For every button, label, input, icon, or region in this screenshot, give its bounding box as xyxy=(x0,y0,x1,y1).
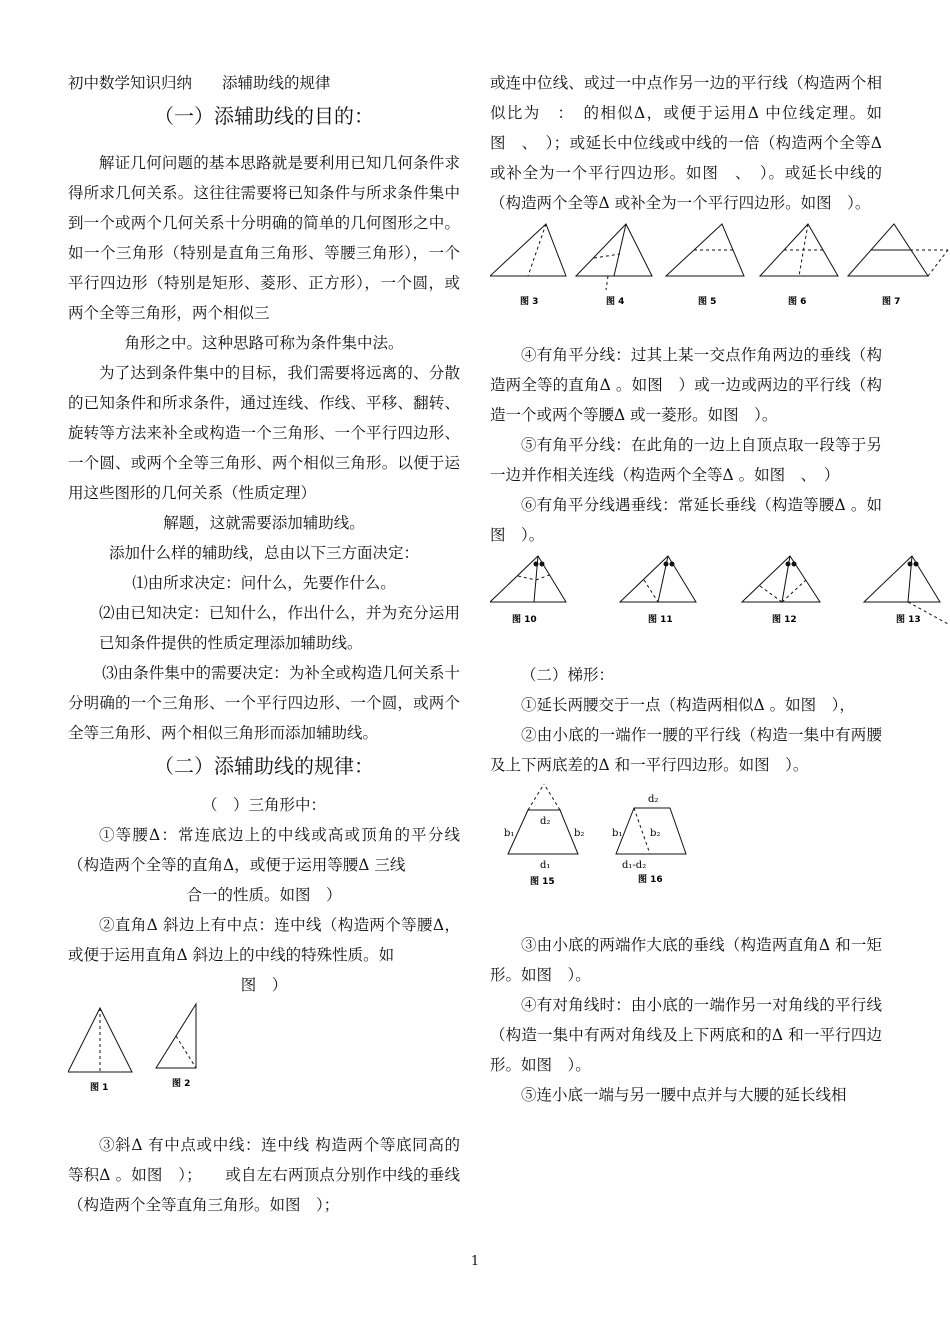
paragraph: ②直角Δ 斜边上有中点：连中线（构造两个等腰Δ，或便于运用直角Δ 斜边上的中线的特殊性质。如 xyxy=(68,916,460,964)
figures-1-2 xyxy=(68,1000,460,1100)
paragraph: 添加什么样的辅助线，总由以下三方面决定： xyxy=(108,544,419,562)
page-number: 1 xyxy=(470,1254,480,1269)
paragraph: ②由小底的一端作一腰的平行线（构造一集中有两腰及上下两底差的Δ 和一平行四边形。如图 ）。 xyxy=(490,726,882,774)
label-d1: d₁ xyxy=(540,860,551,871)
right-column xyxy=(490,68,921,1110)
paragraph-end: 合一的性质。如图 ） xyxy=(186,886,342,904)
paragraph: ①等腰Δ：常连底边上的中线或高或顶角的平分线（构造两个全等的直角Δ，或便于运用等腰Δ 三线 xyxy=(68,826,460,874)
figure-1-2-svg xyxy=(68,1000,460,1100)
figures-3-7 xyxy=(490,218,901,318)
label-b1: b₁ xyxy=(504,828,515,839)
fig3-caption: 图 3 xyxy=(520,297,539,307)
paragraph: ①延长两腰交于一点（构造两相似Δ 。如图 ）， xyxy=(521,696,855,714)
fig1-caption: 图 1 xyxy=(90,1083,109,1093)
figures-10-13 xyxy=(490,550,921,650)
section-heading-2: （二）添辅助线的规律： xyxy=(154,754,374,778)
header-subject: 初中数学知识归纳 xyxy=(68,74,193,92)
fig10-caption: 图 10 xyxy=(512,615,537,625)
fig2-caption: 图 2 xyxy=(172,1079,191,1089)
paragraph: ⑴由所求决定：问什么，先要作什么。 xyxy=(132,574,396,592)
label-d2: d₂ xyxy=(540,816,551,827)
figures-15-16 xyxy=(490,780,882,920)
paragraph: ⑤有角平分线：在此角的一边上自顶点取一段等于另一边并作相关连线（构造两个全等Δ 。如图 、 ） xyxy=(490,436,882,484)
paragraph: ③由小底的两端作大底的垂线（构造两直角Δ 和一矩形。如图 ）。 xyxy=(490,936,882,984)
fig13-caption: 图 13 xyxy=(896,615,921,625)
paragraph: ④有角平分线：过其上某一交点作角两边的垂线（构造两全等的直角Δ 。如图 ）或一边或两边的平行线（构造一个或两个等腰Δ 或一菱形。如图 ）。 xyxy=(490,346,882,424)
paragraph: 为了达到条件集中的目标，我们需要将远离的、分散的已知条件和所求条件，通过连线、作线、平移、翻转、旋转等方法来补全或构造一个三角形、一个平行四边形、一个圆、或两个全等三角形、两个相似三角形。以便于运用这些图形的几何关系（性质定理） xyxy=(68,364,460,502)
header-topic: 添辅助线的规律 xyxy=(222,74,331,92)
fig5-caption: 图 5 xyxy=(698,297,717,307)
paragraph: ③斜Δ 有中点或中线：连中线 构造两个等底同高的等积Δ 。如图 ）； 或自左右两顶点分别作中线的垂线（构造两个全等直角三角形。如图 ）； xyxy=(68,1136,460,1214)
paragraph: 解证几何问题的基本思路就是要利用已知几何条件求得所求几何关系。这往往需要将已知条件与所求条件集中到一个或两个几何关系十分明确的简单的几何图形之中。如一个三角形（特别是直角三角形、等腰三角形），一个平行四边形（特别是矩形、菱形、正方形），一个圆，或两个全等三角形，两个相似三 xyxy=(68,154,460,322)
page-header xyxy=(68,68,460,98)
fig6-caption: 图 6 xyxy=(788,297,807,307)
fig4-caption: 图 4 xyxy=(606,297,625,307)
label-d2-top: d₂ xyxy=(648,794,659,805)
figure-3-7-svg xyxy=(490,218,950,318)
subsection-heading: （二）梯形： xyxy=(521,666,615,684)
label-b2: b₂ xyxy=(574,828,585,839)
paragraph: ④有对角线时：由小底的一端作另一对角线的平行线（构造一集中有两对角线及上下两底和的Δ 和一平行四边形。如图 ）。 xyxy=(490,996,882,1074)
fig15-caption: 图 15 xyxy=(530,877,555,887)
paragraph: ⑵由已知决定：已知什么，作出什么，并为充分运用已知条件提供的性质定理添加辅助线。 xyxy=(99,604,460,652)
figure-10-13-svg xyxy=(490,550,950,650)
label-b2-fig16: b₂ xyxy=(650,828,661,839)
left-column xyxy=(68,68,460,1220)
fig7-caption: 图 7 xyxy=(882,297,901,307)
paragraph-end: 角形之中。这种思路可称为条件集中法。 xyxy=(124,334,404,352)
subsection-heading: （ ）三角形中： xyxy=(201,796,326,814)
label-d1-minus-d2: d₁-d₂ xyxy=(622,860,647,871)
section-heading-1: （一）添辅助线的目的： xyxy=(154,104,374,128)
fig11-caption: 图 11 xyxy=(648,615,673,625)
figure-15-16-svg xyxy=(490,780,882,920)
paragraph: 或连中位线、或过一中点作另一边的平行线（构造两个相似比为 ： 的相似Δ，或便于运用Δ 中位线定理。如图 、 ）；或延长中位线或中线的一倍（构造两个全等Δ 或补全为一个平行四边形。如图 、 ）。或延长中线的 （构造两个全等Δ 或补全为一个平行四边形。如图 ）。 xyxy=(490,74,914,212)
paragraph-end: 图 ） xyxy=(240,976,288,994)
paragraph: ⑤连小底一端与另一腰中点并与大腰的延长线相 xyxy=(521,1086,847,1104)
paragraph: ⑥有角平分线遇垂线：常延长垂线（构造等腰Δ 。如图 ）。 xyxy=(490,496,882,544)
paragraph-end: 解题，这就需要添加辅助线。 xyxy=(163,514,365,532)
paragraph: ⑶由条件集中的需要决定：为补全或构造几何关系十分明确的一个三角形、一个平行四边形、一个圆，或两个全等三角形、两个相似三角形而添加辅助线。 xyxy=(68,664,460,742)
fig12-caption: 图 12 xyxy=(772,615,797,625)
label-b1-fig16: b₁ xyxy=(612,828,623,839)
fig16-caption: 图 16 xyxy=(638,875,663,885)
